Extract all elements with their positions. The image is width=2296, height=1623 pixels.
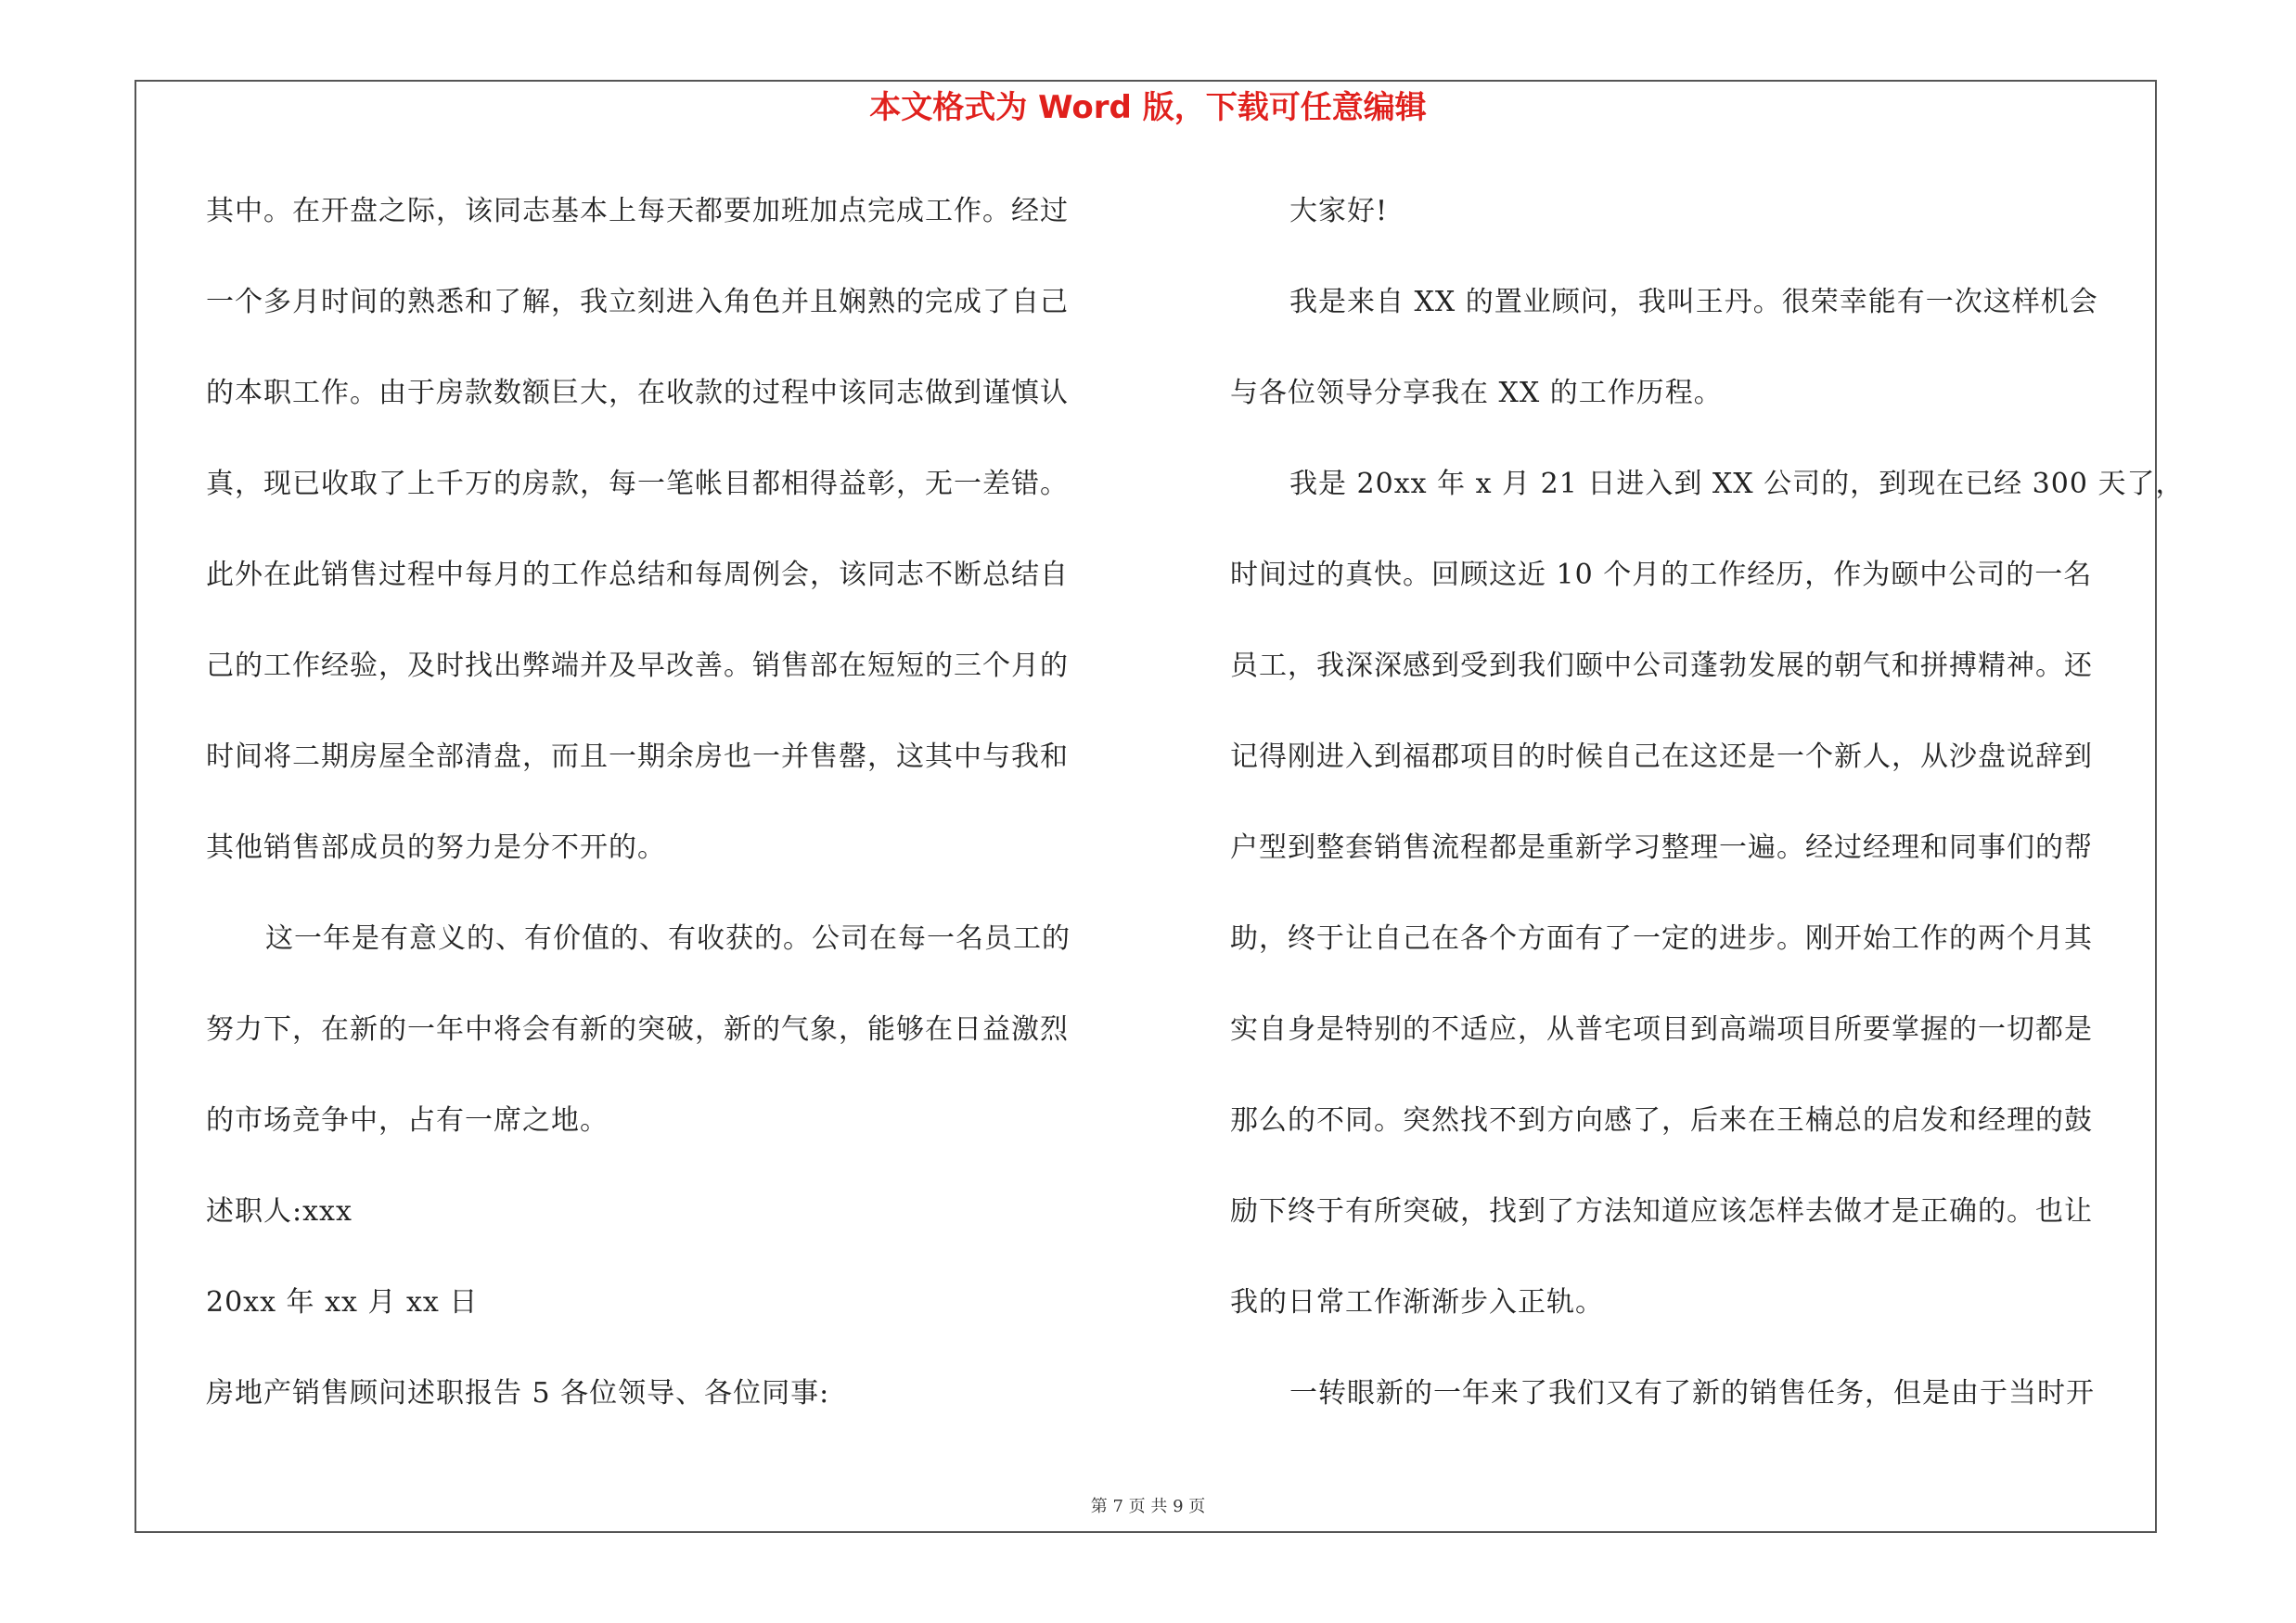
text-line: 时间过的真快。回顾这近 10 个月的工作经历，作为颐中公司的一名 [1230,559,2093,591]
text-line: 的本职工作。由于房款数额巨大，在收款的过程中该同志做到谨慎认 [206,377,1069,409]
text-line: 我是来自 XX 的置业顾问，我叫王丹。很荣幸能有一次这样机会 [1289,286,2098,318]
text-line: 的市场竞争中，占有一席之地。 [206,1104,609,1137]
text-line: 一个多月时间的熟悉和了解，我立刻进入角色并且娴熟的完成了自己 [206,286,1069,318]
right-text-column [1230,182,2185,1455]
text-line: 其中。在开盘之际，该同志基本上每天都要加班加点完成工作。经过 [206,195,1069,227]
word-format-banner: 本文格式为 Word 版，下载可任意编辑 [869,89,1427,126]
text-line: 实自身是特别的不适应，从普宅项目到高端项目所要掌握的一切都是 [1230,1013,2093,1046]
text-line: 记得刚进入到福郡项目的时候自己在这还是一个新人，从沙盘说辞到 [1230,741,2093,773]
text-line: 户型到整套销售流程都是重新学习整理一遍。经过经理和同事们的帮 [1230,831,2093,864]
greeting: 大家好! [1289,195,1389,227]
text-line: 我的日常工作渐渐步入正轨。 [1230,1286,1604,1319]
text-line: 励下终于有所突破，找到了方法知道应该怎样去做才是正确的。也让 [1230,1195,2093,1228]
text-line: 己的工作经验，及时找出弊端并及早改善。销售部在短短的三个月的 [206,650,1069,682]
text-line: 助，终于让自己在各个方面有了一定的进步。刚开始工作的两个月其 [1230,922,2093,955]
text-line: 与各位领导分享我在 XX 的工作历程。 [1230,377,1723,409]
report-date: 20xx 年 xx 月 xx 日 [206,1286,479,1319]
text-line: 真，现已收取了上千万的房款，每一笔帐目都相得益彰，无一差错。 [206,468,1069,500]
left-text-column [206,182,1152,1455]
text-line: 那么的不同。突然找不到方向感了，后来在王楠总的启发和经理的鼓 [1230,1104,2093,1137]
text-line: 一转眼新的一年来了我们又有了新的销售任务，但是由于当时开 [1289,1377,2095,1410]
text-line: 员工，我深深感到受到我们颐中公司蓬勃发展的朝气和拼搏精神。还 [1230,650,2093,682]
text-line: 其他销售部成员的努力是分不开的。 [206,831,666,864]
text-line: 努力下，在新的一年中将会有新的突破，新的气象，能够在日益激烈 [206,1013,1069,1046]
text-line: 此外在此销售过程中每月的工作总结和每周例会，该同志不断总结自 [206,559,1069,591]
section-heading: 房地产销售顾问述职报告 5 各位领导、各位同事: [206,1377,830,1410]
text-line: 这一年是有意义的、有价值的、有收获的。公司在每一名员工的 [265,922,1071,955]
reporter-signature: 述职人:xxx [206,1195,353,1228]
text-line: 我是 20xx 年 x 月 21 日进入到 XX 公司的，到现在已经 300 天了， [1289,468,2185,500]
text-line: 时间将二期房屋全部清盘，而且一期余房也一并售罄，这其中与我和 [206,741,1069,773]
page-number-indicator: 第 7 页 共 9 页 [1090,1497,1206,1516]
